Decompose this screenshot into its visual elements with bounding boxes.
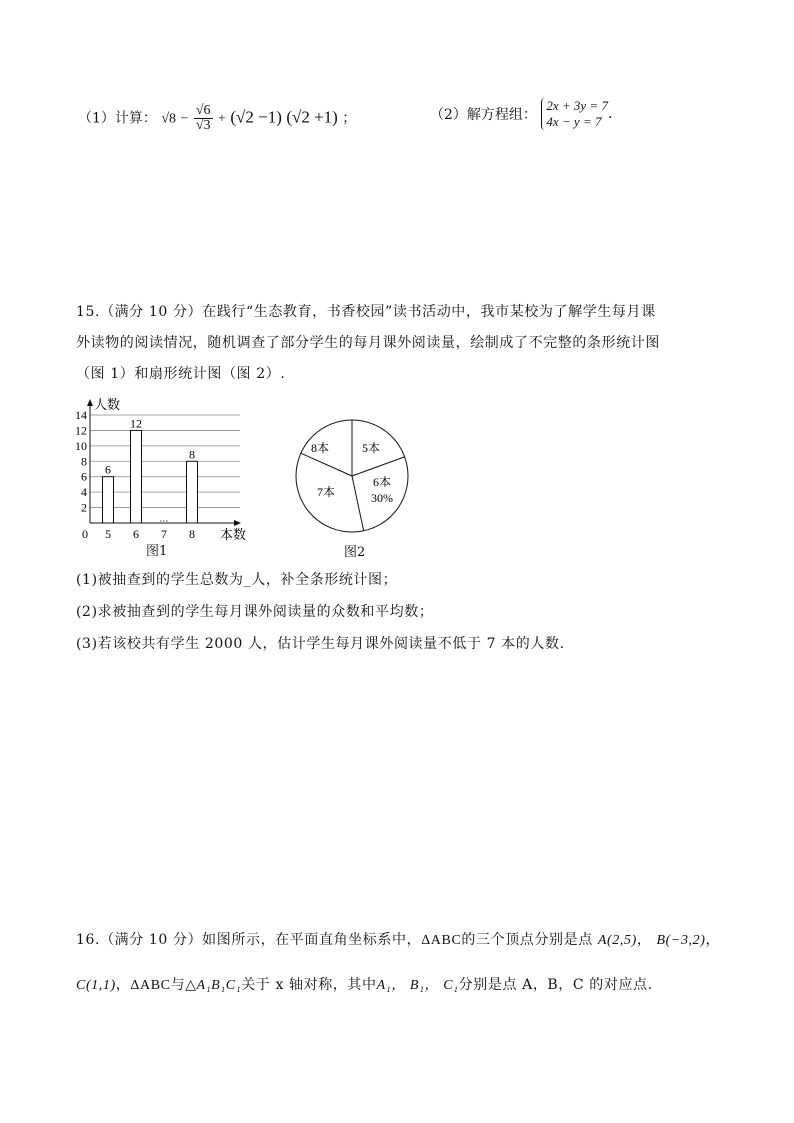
q14-minus: −	[180, 111, 189, 127]
pie-percent-label: 30%	[371, 491, 393, 505]
bar	[187, 461, 198, 523]
q16-triangle-abc-2: ΔABC	[130, 978, 171, 993]
q14-plus: +	[218, 111, 226, 127]
bar	[103, 477, 114, 523]
y-axis-arrow	[87, 399, 93, 406]
y-tick-label: 14	[75, 408, 87, 422]
bar-data-label: 12	[130, 416, 142, 431]
q16-and: 与	[170, 977, 186, 993]
fig2-caption: 图2	[344, 545, 366, 560]
pie-slice-label: 7本	[316, 485, 336, 499]
y-tick-label: 12	[75, 423, 87, 438]
q14-part2	[430, 98, 612, 130]
q14-frac-denominator: √3	[195, 118, 211, 133]
q16-correspondence-text: 分别是点 A，B，C 的对应点.	[458, 977, 653, 993]
x-axis-title: 本数	[220, 527, 247, 542]
pie-slice-label: 5本	[361, 441, 381, 455]
q15-stem	[76, 297, 726, 390]
q15-line1: 15.（满分 10 分）在践行“生态教育，书香校园”读书活动中，我市某校为了解学生每月课	[76, 304, 656, 320]
q15-questions	[76, 564, 726, 660]
q16-vertices-text: 的三个顶点分别是点	[461, 932, 593, 948]
bar-chart-labels	[75, 397, 246, 542]
q14-part1-end: ；	[342, 110, 357, 127]
bar-data-label: 8	[189, 447, 195, 462]
fig1-caption: 图1	[146, 544, 168, 559]
x-tick-label: 7	[161, 527, 167, 541]
x-tick-label: 6	[133, 527, 139, 541]
q16-triangle-a1b1c1: △A₁B₁C₁	[185, 978, 242, 993]
y-tick-label: 4	[81, 485, 87, 500]
pie-chart	[290, 414, 415, 539]
q14-eq2: 4x − y = 7	[546, 114, 602, 129]
y-tick-label: 10	[75, 438, 87, 453]
y-tick-label: 6	[81, 469, 87, 484]
q16-symmetry-text: 关于 x 轴对称，其中	[241, 977, 377, 993]
q14-frac-numerator: √6	[195, 103, 211, 118]
q16-point-b: B(−3,2)	[656, 933, 706, 948]
q14-part1	[78, 104, 356, 133]
x-tick-label: 8	[189, 527, 195, 541]
q14-paren1: (√2 −1)	[230, 107, 282, 127]
q14-paren2: (√2 +1)	[286, 107, 338, 127]
bar	[131, 430, 142, 523]
y-axis-title: 人数	[94, 397, 121, 412]
q15-question1: (1)被抽查到的学生总数为_人，补全条形统计图；	[76, 572, 398, 588]
bar-chart	[60, 393, 260, 558]
q16-line1: 16.（满分 10 分）如图所示，在平面直角坐标系中，ΔABC的三个顶点分别是点 A(2,5)， B(−3,2)，	[76, 932, 721, 948]
pie-slice-label: 6本	[372, 475, 392, 489]
x-tick-label: 5	[105, 527, 111, 541]
q14-equation-system	[541, 98, 608, 130]
y-tick-label: 2	[81, 500, 87, 515]
q15-question2: (2)求被抽查到的学生每月课外阅读量的众数和平均数；	[76, 604, 434, 620]
q14-sqrt8: √8	[161, 111, 177, 127]
x-axis-arrow	[234, 520, 241, 526]
q14-fraction	[194, 104, 213, 133]
pie-slice-label: 8本	[310, 441, 330, 455]
q14-eq1: 2x + 3y = 7	[546, 98, 608, 113]
pie-chart-slices	[296, 420, 408, 532]
q16-line2: C(1,1)，ΔABC与△A₁B₁C₁关于 x 轴对称，其中A₁， B₁， C₁分别是点 A，B，C 的对应点.	[76, 977, 653, 993]
q15-line3: （图 1）和扇形统计图（图 2）.	[76, 366, 286, 382]
q14-part2-end: .	[607, 106, 613, 122]
q16-point-c: C(1,1)	[76, 978, 116, 993]
q16-point-a: A(2,5)	[597, 933, 637, 948]
origin-label: 0	[82, 527, 88, 541]
q15-line2: 外读物的阅读情况，随机调查了部分学生的每月课外阅读量，绘制成了不完整的条形统计图	[76, 335, 660, 351]
q14-part2-label: （2）解方程组：	[430, 107, 537, 123]
q16-intro: 16.（满分 10 分）如图所示，在平面直角坐标系中，	[76, 932, 422, 948]
q15-question3: (3)若该校共有学生 2000 人，估计学生每月课外阅读量不低于 7 本的人数.	[76, 636, 565, 652]
q16-stem	[76, 918, 726, 1008]
bar-data-label: 6	[105, 462, 111, 477]
q16-vertices-a1b1c1: A₁， B₁， C₁	[376, 978, 459, 993]
q14-part1-label: （1）计算：	[78, 110, 157, 127]
q16-triangle-abc: ΔABC	[421, 933, 462, 948]
y-tick-label: 8	[81, 454, 87, 469]
